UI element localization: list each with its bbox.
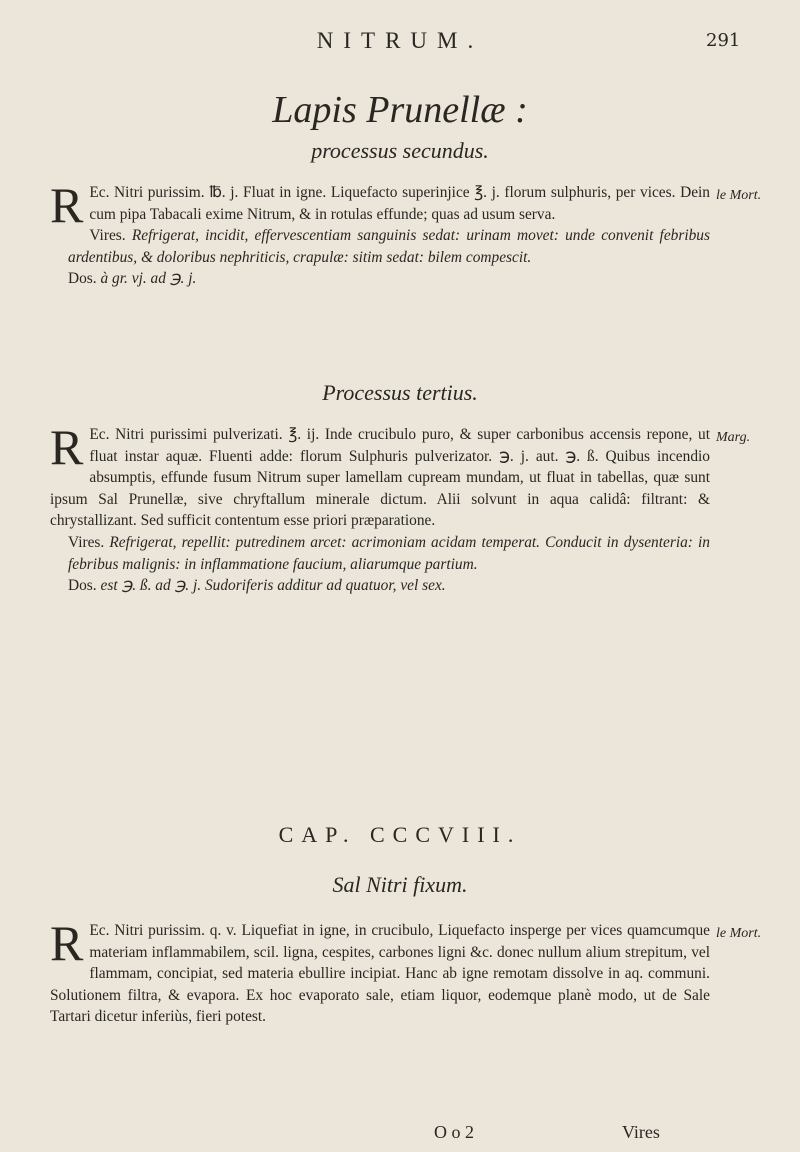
dose-label: Dos.	[68, 577, 97, 595]
dose-label: Dos.	[68, 270, 97, 288]
drop-cap: R	[50, 177, 84, 233]
vires-label: Vires.	[68, 533, 105, 551]
recipe-text: Ec. Nitri purissim. ℔. j. Fluat in igne. Liquefacto superinjice ℥. j. florum sulphuris, per vices. Dein cum pipa Tabacali exime Nitrum, & in rotulas effunde; quas ad usum serva.	[89, 184, 710, 223]
recipe-text: Ec. Nitri purissim. q. v. Liquefiat in igne, in crucibulo, Liquefacto insperge per vices quamcumque materiam inflammabilem, scil. ligna, cespites, carbones ligni &c. donec nullum alium strepitum, vel flammam, concipiat, sed materia ebullire incipiat. Hanc ab igne remotam dissolve in aq. communi. Solutionem filtra, & evapora. Ex hoc evaporato sale, etiam liquor, eodemque planè modo, ut de Sale Tartari dicetur inferiùs, fieri potest.	[50, 922, 710, 1026]
section-subtitle: processus secundus.	[311, 138, 489, 163]
signature-mark: O o 2	[434, 1122, 474, 1142]
recipe-paragraph-2	[50, 419, 710, 597]
running-head: NITRUM.	[316, 28, 484, 53]
margin-note: le Mort.	[716, 926, 762, 941]
dose-text: à gr. vj. ad ℈. j.	[100, 270, 197, 288]
vires-label: Vires.	[89, 227, 126, 245]
chapter-heading: CAP. CCCVIII.	[278, 822, 522, 847]
catchword: Vires	[622, 1122, 660, 1142]
page-number: 291	[706, 30, 741, 51]
drop-cap: R	[50, 419, 84, 475]
section-subtitle: Processus tertius.	[322, 380, 478, 405]
drop-cap: R	[50, 915, 84, 971]
margin-note: Marg.	[716, 430, 751, 445]
section-title: Lapis Prunellæ :	[272, 89, 528, 131]
margin-note: le Mort.	[716, 188, 762, 203]
dose-text: est ℈. ß. ad ℈. j. Sudoriferis additur ad quatuor, vel sex.	[100, 577, 446, 595]
recipe-paragraph-1	[50, 177, 710, 290]
recipe-paragraph-3	[50, 915, 710, 1028]
vires-text: Refrigerat, incidit, effervescentiam sanguinis sedat: urinam movet: unde convenit febribus ardentibus, & doloribus nephriticis, crapulæ: sitim sedat: bilem compescit.	[68, 227, 710, 266]
vires-text: Refrigerat, repellit: putredinem arcet: acrimoniam acidam temperat. Conducit in dysenteria: in febribus malignis: in inflammatione faucium, aliarumque partium.	[68, 533, 710, 573]
section-subtitle: Sal Nitri fixum.	[332, 872, 468, 897]
recipe-text: Ec. Nitri purissimi pulverizati. ℥. ij. Inde crucibulo puro, & super carbonibus accensis repone, ut fluat instar aquæ. Fluenti adde: florum Sulphuris pulverizator. ℈. j. aut. ℈. ß. Quibus incendio absumptis, effunde fusum Nitrum super lamellam cupream mundam, ut fluat in tabellas, quæ sunt ipsum Sal Prunellæ, sive chryftallum minerale dictum. Alii solvunt in aqua calidâ: filtrant: & chrystallizant. Sed sufficit contentum esse priori præparatione.	[50, 426, 710, 530]
